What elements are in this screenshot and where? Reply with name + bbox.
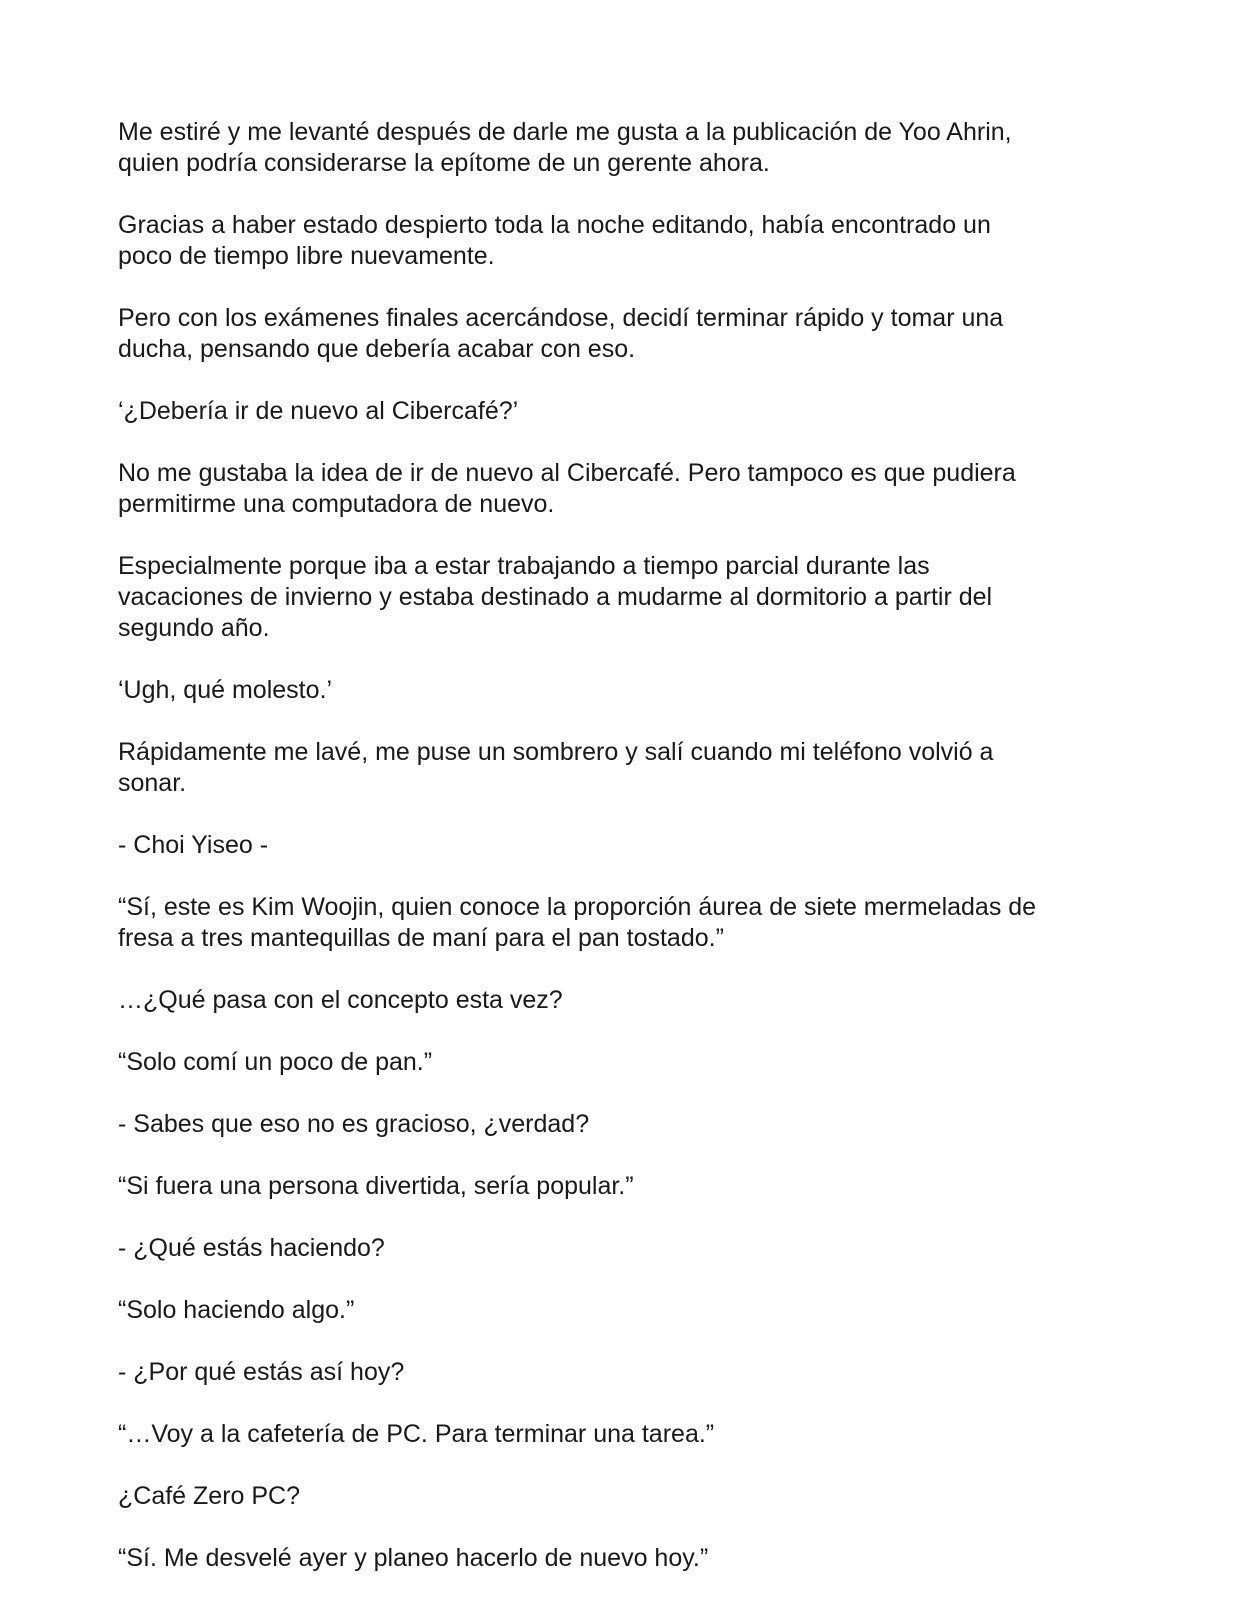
paragraph: “Si fuera una persona divertida, sería popular.”: [118, 1172, 634, 1200]
paragraph: Me estiré y me levanté después de darle me gusta a la publicación de Yoo Ahrin, quien podría considerarse la epítome de un gerente ahora.: [118, 118, 1012, 177]
paragraph: “…Voy a la cafetería de PC. Para terminar una tarea.”: [118, 1420, 715, 1448]
paragraph: ¿Café Zero PC?: [118, 1482, 301, 1510]
paragraph: - ¿Por qué estás así hoy?: [118, 1358, 405, 1386]
paragraph: - ¿Qué estás haciendo?: [118, 1234, 385, 1262]
paragraph: …¿Qué pasa con el concepto esta vez?: [118, 986, 563, 1014]
paragraph: Rápidamente me lavé, me puse un sombrero y salí cuando mi teléfono volvió a sonar.: [118, 738, 994, 797]
paragraph: ‘¿Debería ir de nuevo al Cibercafé?’: [118, 397, 519, 425]
paragraph: Pero con los exámenes finales acercándose, decidí terminar rápido y tomar una ducha, pensando que debería acabar con eso.: [118, 304, 1004, 363]
paragraph: “Sí, este es Kim Woojin, quien conoce la proporción áurea de siete mermeladas de fresa a tres mantequillas de maní para el pan tostado.”: [118, 893, 1037, 952]
paragraph: “Sí. Me desvelé ayer y planeo hacerlo de nuevo hoy.”: [118, 1544, 709, 1572]
paragraph: “Solo haciendo algo.”: [118, 1296, 355, 1324]
paragraph: Gracias a haber estado despierto toda la noche editando, había encontrado un poco de tiempo libre nuevamente.: [118, 211, 991, 270]
paragraph: - Sabes que eso no es gracioso, ¿verdad?: [118, 1110, 590, 1138]
paragraph: ‘Ugh, qué molesto.’: [118, 676, 333, 704]
paragraph: No me gustaba la idea de ir de nuevo al Cibercafé. Pero tampoco es que pudiera permitirme una computadora de nuevo.: [118, 459, 1016, 518]
paragraph: - Choi Yiseo -: [118, 831, 269, 859]
document-body: [118, 117, 1128, 1605]
paragraph: “Solo comí un poco de pan.”: [118, 1048, 433, 1076]
paragraph: Especialmente porque iba a estar trabajando a tiempo parcial durante las vacaciones de invierno y estaba destinado a mudarme al dormitorio a partir del segundo año.: [118, 552, 993, 642]
